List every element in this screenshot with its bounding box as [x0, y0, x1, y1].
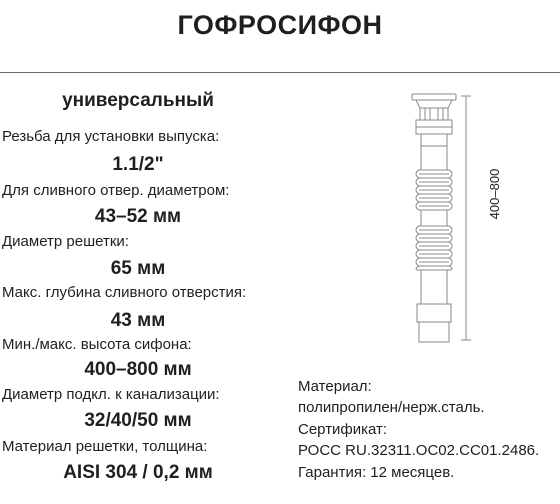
spec-label-drain-diameter: Для сливного отвер. диаметром:: [2, 182, 230, 199]
spec-value-grate-diameter: 65 мм: [110, 258, 166, 279]
spec-value-max-depth: 43 мм: [110, 310, 166, 331]
certificate-value: РОСС RU.32311.ОС02.СС01.2486.: [298, 442, 540, 460]
product-notes: [298, 376, 539, 483]
spec-label-sewer-diameter: Диаметр подкл. к канализации:: [2, 386, 220, 403]
spec-label-thread: Резьба для установки выпуска:: [2, 128, 220, 145]
title-divider: [0, 72, 560, 73]
spec-value-grate-material: AISI 304 / 0,2 мм: [63, 462, 213, 483]
material-label: Материал:: [298, 378, 372, 395]
spec-value-height: 400–800 мм: [84, 359, 192, 380]
certificate-label: Сертификат:: [298, 420, 388, 438]
spec-value-thread: 1.1/2": [112, 154, 164, 175]
page-title: ГОФРОСИФОН: [177, 10, 383, 40]
warranty-text: Гарантия: 12 месяцев.: [298, 463, 455, 481]
material-value: полипропилен/нерж.сталь.: [298, 399, 485, 417]
spec-label-max-depth: Макс. глубина сливного отверстия:: [2, 284, 247, 301]
height-dimension-label: 400–800: [487, 168, 502, 220]
spec-label-grate-diameter: Диаметр решетки:: [2, 233, 129, 250]
spec-label-grate-material: Материал решетки, толщина:: [2, 438, 208, 455]
corrugated-siphon-drawing-icon: [398, 86, 478, 348]
spec-value-drain-diameter: 43–52 мм: [94, 206, 182, 227]
spec-label-height: Мин./макс. высота сифона:: [2, 336, 192, 353]
spec-value-sewer-diameter: 32/40/50 мм: [84, 410, 192, 431]
spec-subtitle: универсальный: [62, 90, 214, 111]
